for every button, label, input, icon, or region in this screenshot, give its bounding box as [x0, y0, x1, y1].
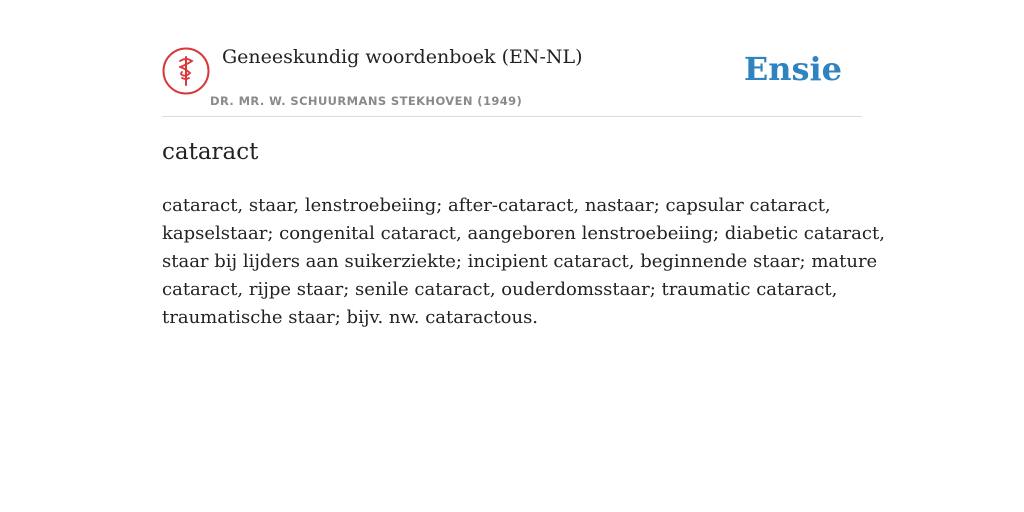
caduceus-icon [162, 47, 210, 95]
ensie-logo[interactable]: Ensie [743, 50, 842, 88]
definition-line: cataract, staar, lenstroebeiing; after-cataract, nastaar; capsular cataract, [162, 195, 831, 216]
definition-line: cataract, rijpe staar; senile cataract, ouderdomsstaar; traumatic cataract, [162, 279, 838, 300]
dictionary-title[interactable]: Geneeskundig woordenboek (EN-NL) [222, 46, 583, 68]
dictionary-header [162, 40, 862, 117]
entry-title: cataract [162, 139, 259, 165]
definition-line: staar bij lijders aan suikerziekte; incipient cataract, beginnende staar; mature [162, 251, 878, 272]
definition-line: traumatische staar; bijv. nw. cataractous. [162, 307, 539, 328]
definition-line: kapselstaar; congenital cataract, aangeboren lenstroebeiing; diabetic cataract, [162, 223, 885, 244]
dictionary-author: DR. MR. W. SCHUURMANS STEKHOVEN (1949) [210, 94, 523, 108]
entry-definition [162, 192, 885, 332]
